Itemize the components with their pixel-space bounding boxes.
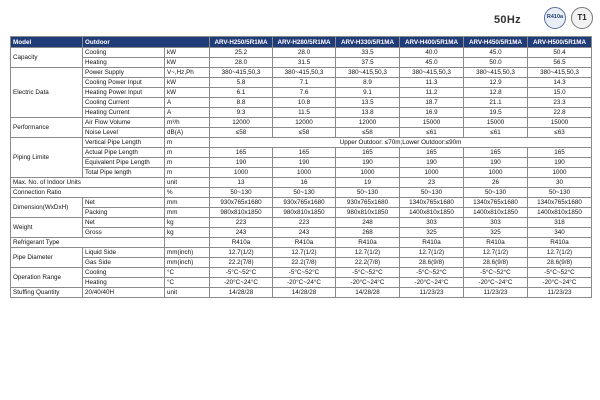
unit-cell: V~,Hz,Ph xyxy=(165,68,210,78)
value-cell: 50~130 xyxy=(336,188,400,198)
unit-cell: % xyxy=(165,188,210,198)
value-cell: 15000 xyxy=(528,118,592,128)
value-cell: 5.8 xyxy=(210,78,273,88)
value-cell: 223 xyxy=(210,218,273,228)
row-label: Liquid Side xyxy=(83,248,165,258)
table-row xyxy=(11,198,592,208)
value-cell: 1000 xyxy=(210,168,273,178)
value-cell: 16 xyxy=(273,178,336,188)
row-label: Net xyxy=(83,198,165,208)
value-cell: -5°C~52°C xyxy=(336,268,400,278)
value-cell: 980x810x1850 xyxy=(273,208,336,218)
value-cell: 11.5 xyxy=(273,108,336,118)
table-row xyxy=(11,88,592,98)
value-cell: 190 xyxy=(210,158,273,168)
value-cell: 325 xyxy=(400,228,464,238)
group-label: Performance xyxy=(11,118,83,138)
value-cell: 16.9 xyxy=(400,108,464,118)
unit-cell: m xyxy=(165,168,210,178)
unit-cell xyxy=(165,238,210,248)
row-label: Total Pipe length xyxy=(83,168,165,178)
value-cell: 1000 xyxy=(400,168,464,178)
value-cell: 19.5 xyxy=(464,108,528,118)
value-cell: 12.7(1/2) xyxy=(210,248,273,258)
table-row xyxy=(11,58,592,68)
value-cell: 11.3 xyxy=(400,78,464,88)
value-cell: R410a xyxy=(273,238,336,248)
value-cell: 190 xyxy=(464,158,528,168)
value-cell: 12000 xyxy=(210,118,273,128)
unit-cell: A xyxy=(165,98,210,108)
value-cell: 50.0 xyxy=(464,58,528,68)
value-cell: 28.6(9/8) xyxy=(400,258,464,268)
value-cell: 50~130 xyxy=(464,188,528,198)
table-row xyxy=(11,248,592,258)
value-cell: 10.8 xyxy=(273,98,336,108)
row-label: Heating Power Input xyxy=(83,88,165,98)
value-cell: 26 xyxy=(464,178,528,188)
header-model-name: ARV-H400/5R1MA xyxy=(400,37,464,48)
value-cell: ≤58 xyxy=(336,128,400,138)
value-cell: 15000 xyxy=(464,118,528,128)
value-cell: 21.1 xyxy=(464,98,528,108)
row-label: Cooling xyxy=(83,268,165,278)
table-row xyxy=(11,138,592,148)
header-model-name: ARV-H250/5R1MA xyxy=(210,37,273,48)
table-row xyxy=(11,188,592,198)
value-cell: 380~415,50,3 xyxy=(400,68,464,78)
group-label: Pipe Diameter xyxy=(11,248,83,268)
value-cell: 25.2 xyxy=(210,48,273,58)
group-label: Refrigerant Type xyxy=(11,238,165,248)
value-cell: 325 xyxy=(464,228,528,238)
row-label: Air Flow Volume xyxy=(83,118,165,128)
value-cell: 28.0 xyxy=(210,58,273,68)
unit-cell: kg xyxy=(165,218,210,228)
value-cell: 22.2(7/8) xyxy=(273,258,336,268)
row-label: 20/40/40H xyxy=(83,288,165,298)
value-cell: 30 xyxy=(528,178,592,188)
value-cell: 23 xyxy=(400,178,464,188)
row-label: Cooling xyxy=(83,48,165,58)
header-model-name: ARV-H280/5R1MA xyxy=(273,37,336,48)
value-cell: 33.5 xyxy=(336,48,400,58)
value-cell: 930x765x1680 xyxy=(273,198,336,208)
value-cell: 50~130 xyxy=(528,188,592,198)
unit-cell: unit xyxy=(165,288,210,298)
value-cell: 45.0 xyxy=(464,48,528,58)
value-cell: 165 xyxy=(336,148,400,158)
value-cell: 28.6(9/8) xyxy=(464,258,528,268)
value-cell: 930x765x1680 xyxy=(210,198,273,208)
specification-table xyxy=(10,36,592,298)
value-cell: 1340x765x1680 xyxy=(528,198,592,208)
table-row xyxy=(11,48,592,58)
value-cell: -5°C~52°C xyxy=(528,268,592,278)
value-cell: 28.6(9/8) xyxy=(528,258,592,268)
value-cell: 50~130 xyxy=(210,188,273,198)
unit-cell: kg xyxy=(165,228,210,238)
row-label: Vertical Pipe Length xyxy=(83,138,165,148)
value-cell: 165 xyxy=(464,148,528,158)
value-cell: R410a xyxy=(210,238,273,248)
group-label: Dimension(WxDxH) xyxy=(11,198,83,218)
row-label: Packing xyxy=(83,208,165,218)
value-cell: 380~415,50,3 xyxy=(210,68,273,78)
value-cell: 12.7(1/2) xyxy=(528,248,592,258)
value-cell: 7.1 xyxy=(273,78,336,88)
value-cell: 8.8 xyxy=(210,98,273,108)
group-label: Weight xyxy=(11,218,83,238)
header-model: Model xyxy=(11,37,83,48)
value-cell: ≤61 xyxy=(400,128,464,138)
unit-cell: kW xyxy=(165,58,210,68)
value-cell: 56.5 xyxy=(528,58,592,68)
value-cell: 23.3 xyxy=(528,98,592,108)
value-cell: 303 xyxy=(464,218,528,228)
table-row xyxy=(11,128,592,138)
value-cell: 243 xyxy=(273,228,336,238)
value-cell: -20°C~24°C xyxy=(210,278,273,288)
value-cell: 50.4 xyxy=(528,48,592,58)
value-cell: 14/28/28 xyxy=(273,288,336,298)
value-cell: 190 xyxy=(273,158,336,168)
value-cell: 318 xyxy=(528,218,592,228)
frequency-label: 50Hz xyxy=(494,14,521,26)
value-cell: 11.2 xyxy=(400,88,464,98)
value-cell: 248 xyxy=(336,218,400,228)
unit-cell: mm xyxy=(165,198,210,208)
value-cell: ≤61 xyxy=(464,128,528,138)
value-cell: 22.8 xyxy=(528,108,592,118)
value-cell: -5°C~52°C xyxy=(464,268,528,278)
value-cell: 31.5 xyxy=(273,58,336,68)
unit-cell: A xyxy=(165,108,210,118)
value-cell: 40.0 xyxy=(400,48,464,58)
row-label: Cooling Current xyxy=(83,98,165,108)
value-cell: 165 xyxy=(400,148,464,158)
value-cell: 28.0 xyxy=(273,48,336,58)
value-cell: 1400x810x1850 xyxy=(464,208,528,218)
table-row xyxy=(11,218,592,228)
value-cell: -20°C~24°C xyxy=(464,278,528,288)
value-cell: -20°C~24°C xyxy=(400,278,464,288)
header-model-name: ARV-H330/5R1MA xyxy=(336,37,400,48)
unit-cell: mm(inch) xyxy=(165,258,210,268)
table-row xyxy=(11,228,592,238)
group-label: Operation Range xyxy=(11,268,83,288)
value-cell: 9.1 xyxy=(336,88,400,98)
table-row xyxy=(11,158,592,168)
value-cell: 1400x810x1850 xyxy=(400,208,464,218)
unit-cell: °C xyxy=(165,278,210,288)
value-cell: 190 xyxy=(528,158,592,168)
value-cell: 380~415,50,3 xyxy=(464,68,528,78)
value-cell: -20°C~24°C xyxy=(528,278,592,288)
group-label: Connection Ratio xyxy=(11,188,165,198)
value-cell: 14.3 xyxy=(528,78,592,88)
table-row xyxy=(11,168,592,178)
value-cell: 14/28/28 xyxy=(336,288,400,298)
value-cell: 1340x765x1680 xyxy=(400,198,464,208)
unit-cell: m³/h xyxy=(165,118,210,128)
value-cell: 15000 xyxy=(400,118,464,128)
value-cell: 12.7(1/2) xyxy=(336,248,400,258)
value-cell: 8.9 xyxy=(336,78,400,88)
group-label: Max. No. of Indoor Units xyxy=(11,178,165,188)
unit-cell: mm xyxy=(165,208,210,218)
value-cell: 9.3 xyxy=(210,108,273,118)
value-cell: 12.9 xyxy=(464,78,528,88)
value-cell: 1000 xyxy=(464,168,528,178)
table-row xyxy=(11,208,592,218)
unit-cell: kW xyxy=(165,78,210,88)
unit-cell: kW xyxy=(165,48,210,58)
table-row xyxy=(11,288,592,298)
value-cell: 12.8 xyxy=(464,88,528,98)
row-label: Net xyxy=(83,218,165,228)
value-cell: R410a xyxy=(336,238,400,248)
table-row xyxy=(11,258,592,268)
value-cell: 13 xyxy=(210,178,273,188)
table-row xyxy=(11,68,592,78)
spanned-value-cell: Upper Outdoor: ≤70m;Lower Outdoor:≤90m xyxy=(210,138,592,148)
table-row xyxy=(11,178,592,188)
value-cell: -20°C~24°C xyxy=(336,278,400,288)
value-cell: 45.0 xyxy=(400,58,464,68)
value-cell: 7.6 xyxy=(273,88,336,98)
value-cell: -5°C~52°C xyxy=(273,268,336,278)
row-label: Cooling Power Input xyxy=(83,78,165,88)
unit-cell: m xyxy=(165,158,210,168)
value-cell: ≤63 xyxy=(528,128,592,138)
header-model-name: ARV-H450/5R1MA xyxy=(464,37,528,48)
value-cell: 12.7(1/2) xyxy=(273,248,336,258)
value-cell: 1000 xyxy=(336,168,400,178)
climate-class-badge-icon: T1 xyxy=(571,7,593,29)
refrigerant-badge-icon: R410a xyxy=(544,7,566,29)
value-cell: 6.1 xyxy=(210,88,273,98)
value-cell: 14/28/28 xyxy=(210,288,273,298)
value-cell: 223 xyxy=(273,218,336,228)
row-label: Actual Pipe Length xyxy=(83,148,165,158)
table-row xyxy=(11,278,592,288)
value-cell: 37.5 xyxy=(336,58,400,68)
row-label: Equivalent Pipe Length xyxy=(83,158,165,168)
unit-cell: °C xyxy=(165,268,210,278)
value-cell: ≤58 xyxy=(273,128,336,138)
table-row xyxy=(11,118,592,128)
value-cell: 190 xyxy=(336,158,400,168)
row-label: Noise Level xyxy=(83,128,165,138)
table-header-row xyxy=(11,37,592,48)
group-label: Electric Data xyxy=(11,68,83,118)
unit-cell: m xyxy=(165,148,210,158)
table-row xyxy=(11,98,592,108)
value-cell: 1400x810x1850 xyxy=(528,208,592,218)
group-label: Capacity xyxy=(11,48,83,68)
row-label: Power Supply xyxy=(83,68,165,78)
value-cell: 165 xyxy=(273,148,336,158)
value-cell: 190 xyxy=(400,158,464,168)
value-cell: -5°C~52°C xyxy=(400,268,464,278)
value-cell: R410a xyxy=(400,238,464,248)
table-row xyxy=(11,148,592,158)
unit-cell: unit xyxy=(165,178,210,188)
value-cell: 1000 xyxy=(528,168,592,178)
value-cell: 22.2(7/8) xyxy=(336,258,400,268)
unit-cell: dB(A) xyxy=(165,128,210,138)
value-cell: 19 xyxy=(336,178,400,188)
value-cell: 12000 xyxy=(273,118,336,128)
value-cell: -20°C~24°C xyxy=(273,278,336,288)
row-label: Heating xyxy=(83,278,165,288)
value-cell: 11/23/23 xyxy=(400,288,464,298)
table-row xyxy=(11,108,592,118)
value-cell: 50~130 xyxy=(400,188,464,198)
table-row xyxy=(11,268,592,278)
value-cell: 243 xyxy=(210,228,273,238)
value-cell: ≤58 xyxy=(210,128,273,138)
header-outdoor: Outdoor xyxy=(83,37,210,48)
value-cell: 1000 xyxy=(273,168,336,178)
value-cell: 380~415,50,3 xyxy=(273,68,336,78)
unit-cell: mm(inch) xyxy=(165,248,210,258)
value-cell: 268 xyxy=(336,228,400,238)
value-cell: 165 xyxy=(210,148,273,158)
value-cell: 1340x765x1680 xyxy=(464,198,528,208)
value-cell: 12000 xyxy=(336,118,400,128)
value-cell: 50~130 xyxy=(273,188,336,198)
unit-cell: m xyxy=(165,138,210,148)
value-cell: 380~415,50,3 xyxy=(528,68,592,78)
value-cell: 15.0 xyxy=(528,88,592,98)
value-cell: 11/23/23 xyxy=(464,288,528,298)
value-cell: -5°C~52°C xyxy=(210,268,273,278)
value-cell: 380~415,50,3 xyxy=(336,68,400,78)
value-cell: 12.7(1/2) xyxy=(464,248,528,258)
header-badges xyxy=(0,0,600,36)
row-label: Heating xyxy=(83,58,165,68)
table-row xyxy=(11,238,592,248)
group-label: Stuffing Quantity xyxy=(11,288,83,298)
value-cell: 930x765x1680 xyxy=(336,198,400,208)
value-cell: 980x810x1850 xyxy=(210,208,273,218)
value-cell: 13.8 xyxy=(336,108,400,118)
group-label: Piping Limite xyxy=(11,138,83,178)
value-cell: 18.7 xyxy=(400,98,464,108)
value-cell: 13.5 xyxy=(336,98,400,108)
row-label: Heating Current xyxy=(83,108,165,118)
header-model-name: ARV-H500/5R1MA xyxy=(528,37,592,48)
row-label: Gross xyxy=(83,228,165,238)
value-cell: R410a xyxy=(464,238,528,248)
value-cell: 340 xyxy=(528,228,592,238)
table-row xyxy=(11,78,592,88)
value-cell: R410a xyxy=(528,238,592,248)
value-cell: 303 xyxy=(400,218,464,228)
value-cell: 11/23/23 xyxy=(528,288,592,298)
value-cell: 165 xyxy=(528,148,592,158)
value-cell: 12.7(1/2) xyxy=(400,248,464,258)
row-label: Gas Side xyxy=(83,258,165,268)
value-cell: 22.2(7/8) xyxy=(210,258,273,268)
unit-cell: kW xyxy=(165,88,210,98)
value-cell: 980x810x1850 xyxy=(336,208,400,218)
